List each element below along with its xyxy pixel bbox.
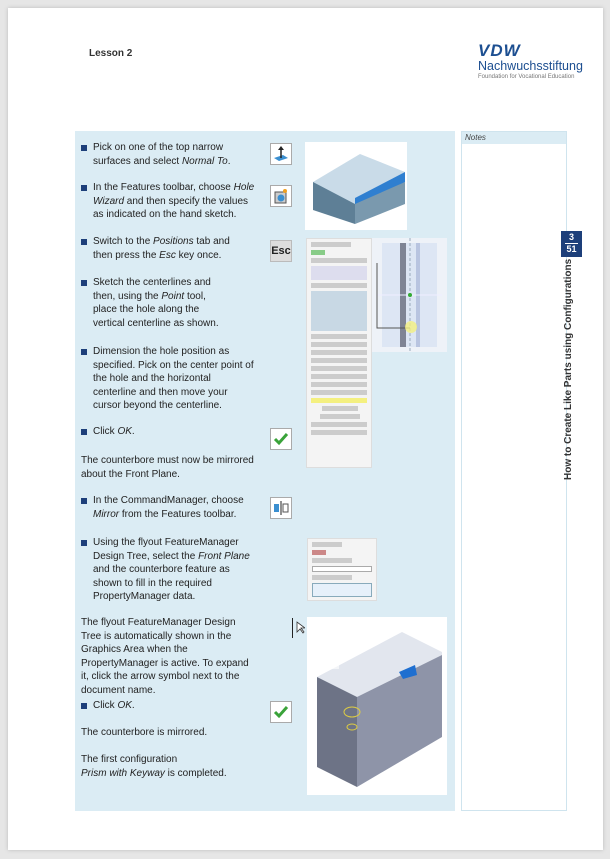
mirrored-part-image bbox=[307, 617, 447, 795]
logo-brand: VDW bbox=[478, 41, 521, 60]
normal-to-icon bbox=[270, 143, 292, 165]
chapter-number: 3 bbox=[568, 232, 574, 242]
mirror-propertymanager-panel bbox=[307, 538, 377, 601]
mirrored-note: The counterbore is mirrored. bbox=[81, 727, 208, 738]
notes-box[interactable] bbox=[461, 131, 567, 811]
chapter-title: How to Create Like Parts using Configurations bbox=[563, 258, 574, 480]
step-3: Switch to the Positions tab and then press the Esc key once. bbox=[81, 235, 251, 262]
logo bbox=[478, 43, 583, 81]
step-9: Click OK. bbox=[81, 699, 256, 713]
logo-tagline: Foundation for Vocational Education bbox=[478, 74, 575, 80]
hole-specification-panel bbox=[306, 238, 372, 468]
chapter-page-tab bbox=[561, 231, 582, 257]
step-8: Using the flyout FeatureManager Design Tree, select the Front Plane and the counterbore feature as shown to fill in the required PropertyManager data. bbox=[81, 536, 251, 604]
flyout-note: The flyout FeatureManager Design Tree is automatically shown in the Graphics Area when the PropertyManager is active. To expand it, click the arrow symbol next to the document name. bbox=[81, 617, 249, 696]
mirror-note: The counterbore must now be mirrored about the Front Plane. bbox=[81, 455, 254, 480]
final-note: The first configuration Prism with Keyway is completed. bbox=[81, 754, 227, 779]
cursor-arrow-icon bbox=[292, 618, 306, 638]
step-4: Sketch the centerlines and then, using the Point tool, place the hole along the vertical centerline as shown. bbox=[81, 276, 231, 330]
step-1: Pick on one of the top narrow surfaces and select Normal To. bbox=[81, 141, 256, 168]
checkmark-icon bbox=[270, 428, 292, 450]
mirror-icon bbox=[270, 497, 292, 519]
part-normal-view-image bbox=[305, 142, 407, 230]
notes-label: Notes bbox=[462, 132, 566, 144]
page-number: 51 bbox=[566, 244, 577, 254]
step-6: Click OK. bbox=[81, 425, 256, 439]
lesson-label: Lesson 2 bbox=[89, 48, 133, 59]
checkmark-icon bbox=[270, 701, 292, 723]
esc-key-icon: Esc bbox=[270, 240, 292, 262]
step-5: Dimension the hole position as specified. Pick on the center point of the hole and the horizontal centerline and then move your cursor beyond the centerline. bbox=[81, 345, 256, 413]
hole-position-sketch-image bbox=[372, 238, 447, 352]
hole-wizard-icon bbox=[270, 185, 292, 207]
logo-name: Nachwuchsstiftung bbox=[478, 59, 583, 73]
step-2: In the Features toolbar, choose Hole Wizard and then specify the values as indicated on the hand sketch. bbox=[81, 181, 256, 222]
step-7: In the CommandManager, choose Mirror from the Features toolbar. bbox=[81, 494, 256, 521]
